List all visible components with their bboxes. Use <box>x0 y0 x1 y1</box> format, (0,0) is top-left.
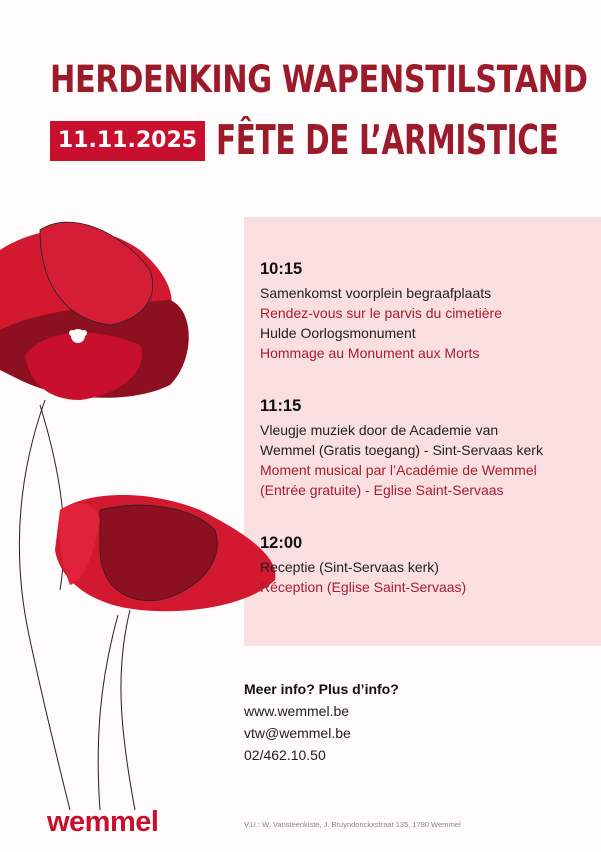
time-label: 12:00 <box>260 534 303 552</box>
contact-heading: Meer info? Plus d’info? <box>244 681 399 697</box>
contact-info <box>244 678 399 766</box>
time-label: 10:15 <box>260 260 303 278</box>
title-dutch: HERDENKING WAPENSTILSTAND <box>50 58 588 101</box>
email-link[interactable]: vtw@wemmel.be <box>244 725 351 741</box>
date-badge: 11.11.2025 <box>50 121 205 161</box>
text-dutch: Wemmel (Gratis toegang) - Sint-Servaas kerk <box>260 442 543 458</box>
text-dutch: Receptie (Sint-Servaas kerk) <box>260 559 439 575</box>
schedule-item-1015 <box>260 258 590 363</box>
schedule-item-1200 <box>260 532 590 597</box>
website-link[interactable]: www.wemmel.be <box>244 703 350 719</box>
text-french: Hommage au Monument aux Morts <box>260 345 480 361</box>
text-french: Réception (Eglise Saint-Servaas) <box>260 579 467 595</box>
text-french: Moment musical par l’Académie de Wemmel <box>260 462 537 478</box>
text-dutch: Hulde Oorlogsmonument <box>260 325 416 341</box>
phone-number: 02/462.10.50 <box>244 747 326 763</box>
title-french: FÊTE DE L’ARMISTICE <box>216 116 559 164</box>
time-label: 11:15 <box>260 397 302 415</box>
schedule-item-1115 <box>260 395 590 500</box>
text-french: (Entrée gratuite) - Eglise Saint-Servaas <box>260 482 504 498</box>
text-dutch: Vleugje muziek door de Academie van <box>260 422 499 438</box>
text-french: Rendez-vous sur le parvis du cimetière <box>260 305 502 321</box>
text-dutch: Samenkomst voorplein begraafplaats <box>260 285 492 301</box>
publisher-line: V.U.: W. Vansteenkiste, J. Bruyndonckxstraat 135, 1780 Wemmel <box>244 820 461 829</box>
wemmel-logo: wemmel <box>47 806 159 838</box>
